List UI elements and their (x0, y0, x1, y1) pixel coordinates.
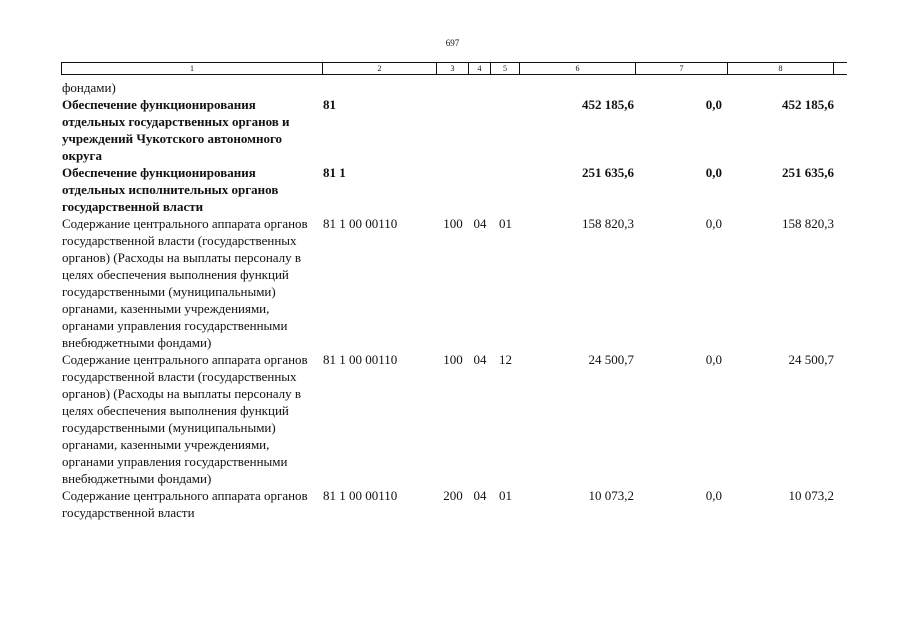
row-name: Содержание центрального аппарата органов государственной власти (62, 488, 308, 520)
row-code: 81 1 00 00110 (323, 488, 398, 503)
row-value-7: 0,0 (705, 97, 722, 112)
row-col-4 (469, 164, 491, 215)
header-col-7: 7 (636, 63, 728, 74)
row-name: Содержание центрального аппарата органов государственной власти (государственных органов) (Расходы на выплаты персоналу в целях обеспечения выполнения функций государственными (муниципальными) органами, казенными учреждениями, органами управления государственными внебюджетными фондами) (62, 352, 308, 486)
row-value-8: 251 635,6 (782, 165, 834, 180)
row-value-8: 158 820,3 (782, 216, 834, 231)
header-col-6: 6 (520, 63, 636, 74)
row-col-4 (469, 96, 491, 164)
row-col-5 (491, 79, 520, 96)
row-col-5 (491, 164, 520, 215)
header-col-3: 3 (437, 63, 469, 74)
table-body (62, 79, 846, 521)
header-col-5: 5 (491, 63, 520, 74)
row-col-3: 200 (443, 488, 463, 503)
header-col-8: 8 (728, 63, 834, 74)
row-name: фондами) (62, 80, 116, 95)
header-col-2: 2 (323, 63, 437, 74)
row-value-8: 452 185,6 (782, 97, 834, 112)
table-row (62, 351, 846, 487)
row-name: Содержание центрального аппарата органов государственной власти (государственных органов) (Расходы на выплаты персоналу в целях обеспечения выполнения функций государственными (муниципальными) органами, казенными учреждениями, органами управления государственными внебюджетными фондами) (62, 216, 308, 350)
row-value-6: 158 820,3 (582, 216, 634, 231)
row-name: Обеспечение функционирования отдельных исполнительных органов государственной власти (62, 165, 279, 214)
row-value-8: 10 073,2 (788, 488, 834, 503)
row-col-4: 04 (473, 352, 487, 367)
row-col-4: 04 (473, 488, 487, 503)
row-name: Обеспечение функционирования отдельных государственных органов и учреждений Чукотского автономного округа (62, 97, 290, 163)
row-value-6: 452 185,6 (582, 97, 634, 112)
row-code: 81 1 00 00110 (323, 216, 398, 231)
row-col-3: 100 (443, 216, 463, 231)
row-col-5: 01 (499, 216, 512, 231)
row-value-8 (728, 79, 834, 96)
row-code (323, 79, 437, 96)
row-col-5: 01 (499, 488, 512, 503)
table-row (62, 164, 846, 215)
row-value-7 (636, 79, 728, 96)
table-header (61, 62, 847, 75)
row-value-8: 24 500,7 (788, 352, 834, 367)
row-col-4 (469, 79, 491, 96)
row-value-6: 24 500,7 (588, 352, 634, 367)
row-value-6: 251 635,6 (582, 165, 634, 180)
table-row (62, 487, 846, 521)
row-code: 81 (323, 97, 336, 112)
row-col-5 (491, 96, 520, 164)
row-col-5: 12 (499, 352, 512, 367)
table-row (62, 79, 846, 96)
header-col-4: 4 (469, 63, 491, 74)
row-value-7: 0,0 (705, 488, 722, 503)
row-value-7: 0,0 (705, 165, 722, 180)
row-value-7: 0,0 (705, 352, 722, 367)
header-col-1: 1 (62, 63, 323, 74)
row-value-6: 10 073,2 (588, 488, 634, 503)
page-number: 697 (445, 38, 460, 48)
row-value-6 (520, 79, 636, 96)
row-col-3 (437, 79, 469, 96)
row-code: 81 1 (323, 165, 346, 180)
row-code: 81 1 00 00110 (323, 352, 398, 367)
row-col-4: 04 (473, 216, 487, 231)
row-value-7: 0,0 (705, 216, 722, 231)
row-col-3 (437, 164, 469, 215)
table-row (62, 215, 846, 351)
table-row (62, 96, 846, 164)
row-col-3: 100 (443, 352, 463, 367)
row-col-3 (437, 96, 469, 164)
